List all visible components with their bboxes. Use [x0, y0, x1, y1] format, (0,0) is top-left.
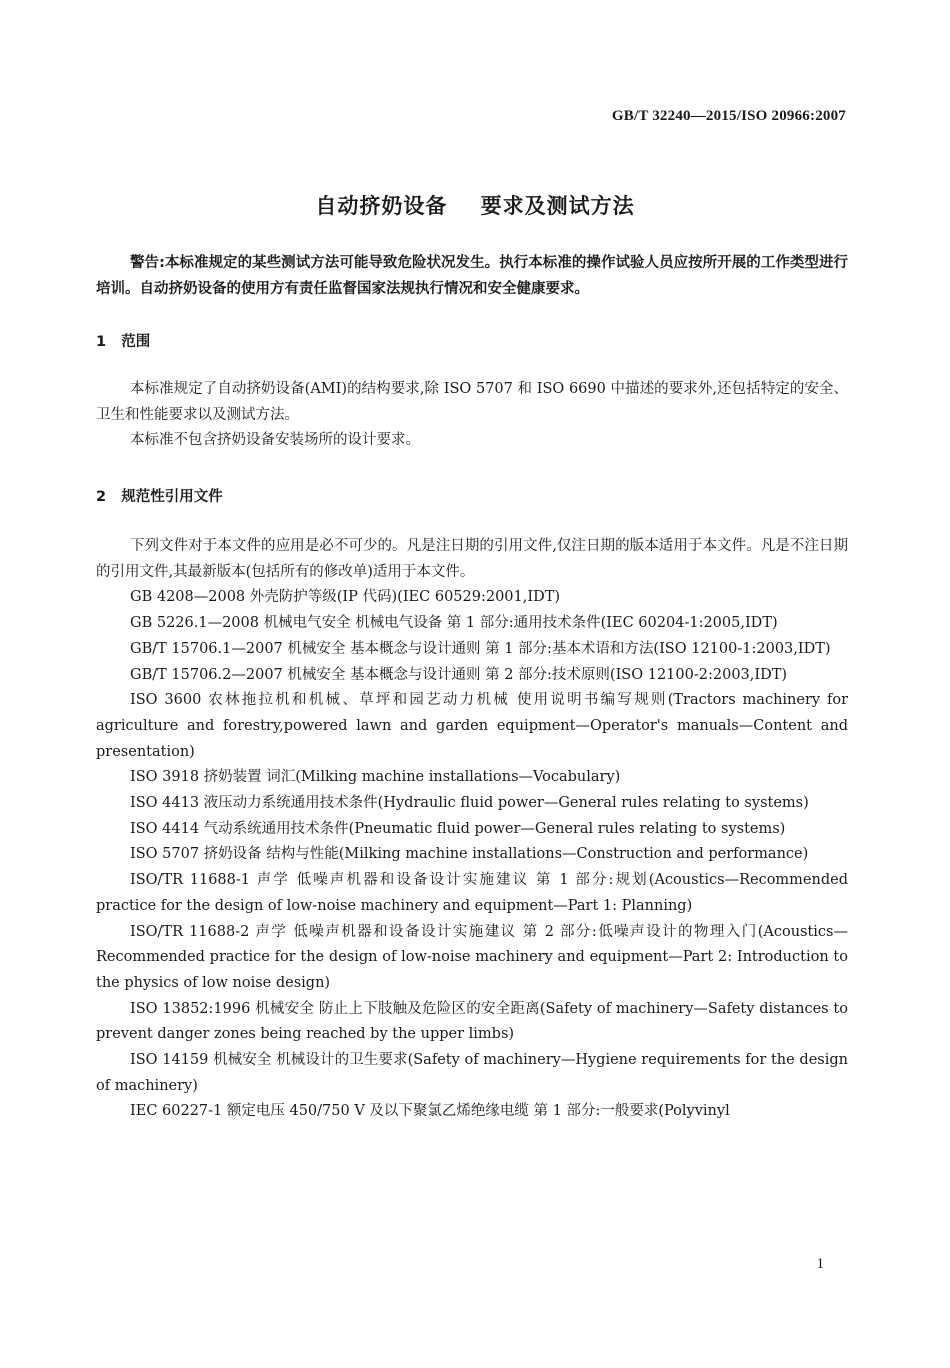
- reference-item: ISO 14159 机械安全 机械设计的卫生要求(Safety of machinery—Hygiene requirements for the design of machinery): [96, 1052, 848, 1094]
- document-title: 自动挤奶设备 要求及测试方法: [315, 194, 635, 218]
- warning-paragraph: 警告:本标准规定的某些测试方法可能导致危险状况发生。执行本标准的操作试验人员应按所开展的工作类型进行培训。自动挤奶设备的使用方有责任监督国家法规执行情况和安全健康要求。: [96, 255, 848, 297]
- reference-item: GB/T 15706.2—2007 机械安全 基本概念与设计通则 第 2 部分:技术原则(ISO 12100-2:2003,IDT): [130, 666, 788, 683]
- section-heading-scope: 1 范围: [96, 334, 151, 350]
- reference-item: ISO 13852:1996 机械安全 防止上下肢触及危险区的安全距离(Safety of machinery—Safety distances to prevent danger zones being reached by the upper limbs): [96, 1000, 848, 1043]
- reference-item: ISO 4414 气动系统通用技术条件(Pneumatic fluid power—General rules relating to systems): [130, 820, 786, 837]
- scope-body: [96, 377, 848, 454]
- reference-item: ISO 3600 农林拖拉机和机械、草坪和园艺动力机械 使用说明书编写规则(Tractors machinery for agriculture and forestry,powered lawn and garden equipment—Operator's manuals—Content and presentation): [96, 692, 848, 760]
- normative-references-list: [96, 534, 848, 1125]
- reference-item: GB/T 15706.1—2007 机械安全 基本概念与设计通则 第 1 部分:基本术语和方法(ISO 12100-1:2003,IDT): [130, 640, 831, 657]
- reference-item: GB 4208—2008 外壳防护等级(IP 代码)(IEC 60529:2001,IDT): [130, 589, 561, 606]
- standard-code-header: GB/T 32240—2015/ISO 20966:2007: [611, 108, 846, 124]
- scope-paragraph: 本标准规定了自动挤奶设备(AMI)的结构要求,除 ISO 5707 和 ISO 6690 中描述的要求外,还包括特定的安全、卫生和性能要求以及测试方法。: [96, 381, 848, 423]
- section-heading-normative-references: 2 规范性引用文件: [96, 489, 223, 505]
- reference-item: ISO 5707 挤奶设备 结构与性能(Milking machine installations—Construction and performance): [130, 846, 809, 863]
- scope-paragraph: 本标准不包含挤奶设备安装场所的设计要求。: [130, 432, 420, 449]
- reference-item: ISO/TR 11688-1 声学 低噪声机器和设备设计实施建议 第 1 部分:规划(Acoustics—Recommended practice for the design of low-noise machinery and equipment—Part 1: Planning): [96, 872, 848, 914]
- reference-item: ISO 4413 液压动力系统通用技术条件(Hydraulic fluid power—General rules relating to systems): [130, 795, 809, 812]
- reference-item: GB 5226.1—2008 机械电气安全 机械电气设备 第 1 部分:通用技术条件(IEC 60204-1:2005,IDT): [130, 615, 778, 632]
- references-intro: 下列文件对于本文件的应用是必不可少的。凡是注日期的引用文件,仅注日期的版本适用于本文件。凡是不注日期的引用文件,其最新版本(包括所有的修改单)适用于本文件。: [96, 538, 848, 580]
- reference-item: IEC 60227-1 额定电压 450/750 V 及以下聚氯乙烯绝缘电缆 第 1 部分:一般要求(Polyvinyl: [130, 1103, 730, 1120]
- reference-item: ISO 3918 挤奶装置 词汇(Milking machine installations—Vocabulary): [130, 769, 621, 786]
- page-number: 1: [816, 1256, 824, 1272]
- reference-item: ISO/TR 11688-2 声学 低噪声机器和设备设计实施建议 第 2 部分:低噪声设计的物理入门(Acoustics—Recommended practice for the design of low-noise machinery and equipment—Part 2: Introduction to the physics of low noise design): [96, 923, 848, 991]
